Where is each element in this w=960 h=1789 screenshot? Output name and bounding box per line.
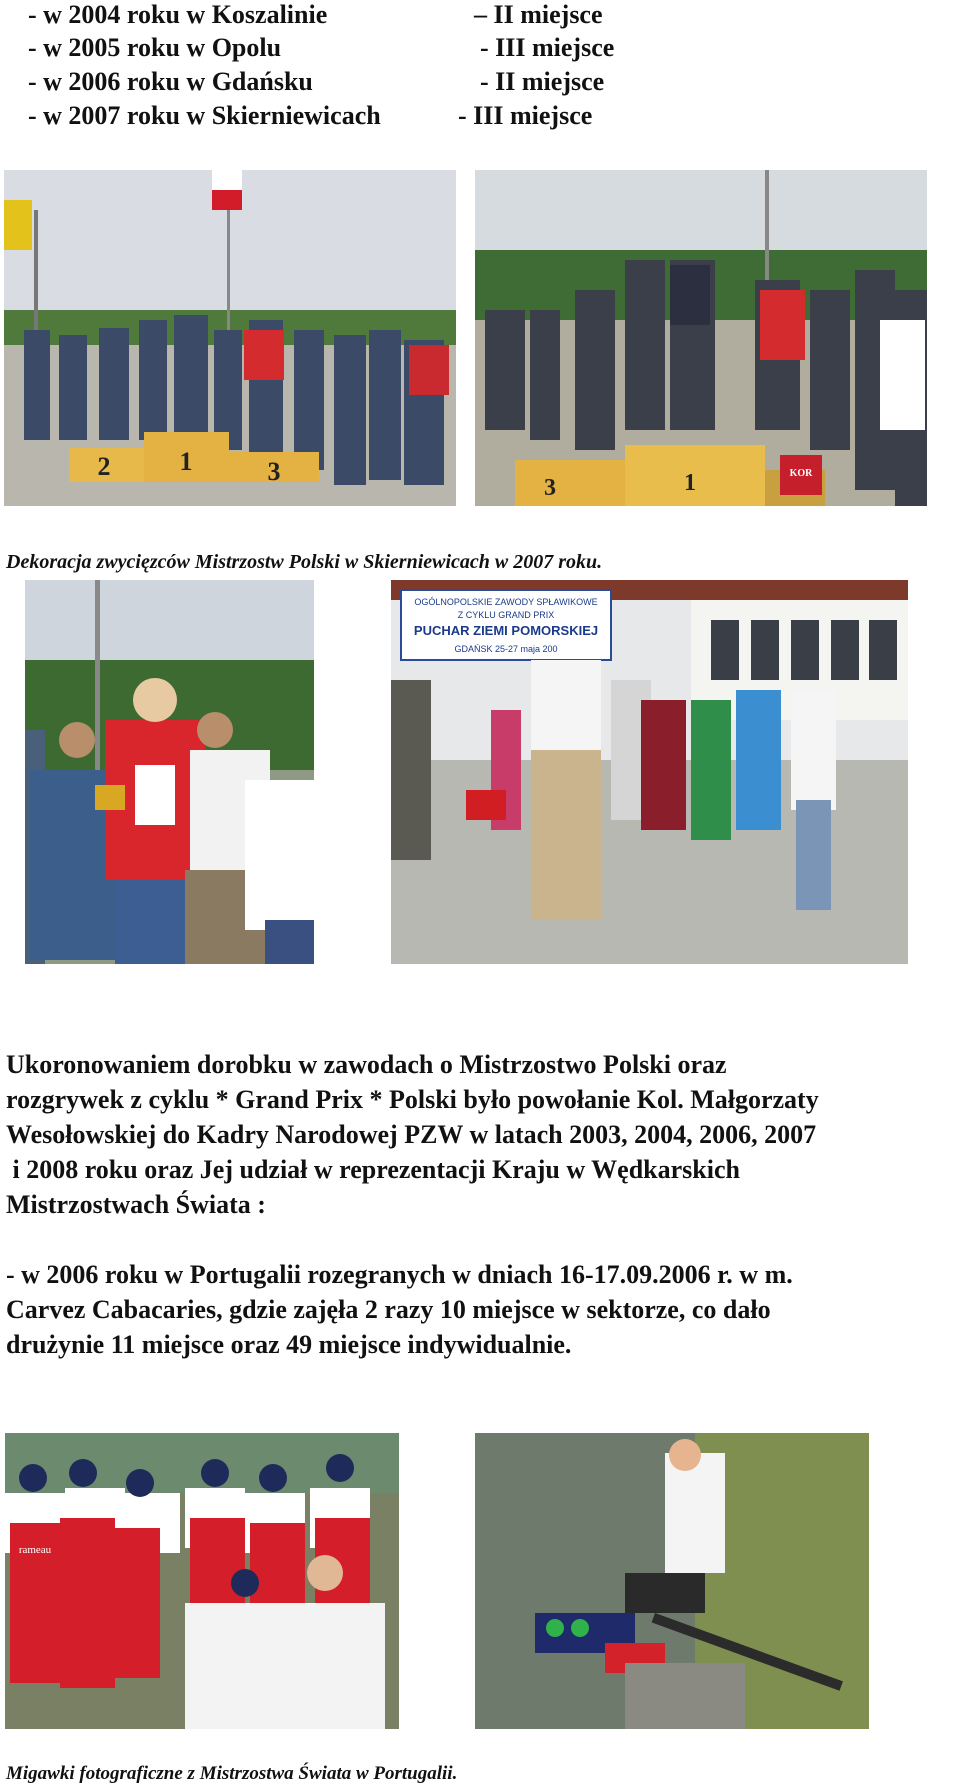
result-place: - w 2006 roku w Gdańsku (28, 67, 313, 96)
result-line (28, 0, 728, 34)
result-rank: - II miejsce (480, 67, 605, 96)
caption-podium: Dekoracja zwycięzców Mistrzostw Polski w Skierniewicach w 2007 roku. (6, 551, 603, 573)
paragraph-line: i 2008 roku oraz Jej udział w reprezentacji Kraju w Wędkarskich (6, 1155, 740, 1184)
angler-photo (475, 1433, 869, 1729)
banner-line2: Z CYKLU GRAND PRIX (457, 610, 555, 620)
result-place: - w 2007 roku w Skierniewicach (28, 101, 381, 130)
apron-label: rameau (18, 1544, 52, 1556)
paragraph-line: rozgrywek z cyklu * Grand Prix * Polski było powołanie Kol. Małgorzaty (6, 1085, 819, 1114)
banner-line3: PUCHAR ZIEMI POMORSKIEJ (413, 623, 599, 638)
ceremony-photo (391, 580, 908, 964)
result-line (28, 67, 728, 101)
podium-photo-right (475, 170, 927, 506)
result-place: - w 2004 roku w Koszalinie (28, 0, 328, 29)
podium-1-label: 1 (179, 447, 193, 476)
winner-photo (25, 580, 314, 964)
result-line (28, 33, 728, 67)
caption-portugal: Migawki fotograficzne z Mistrzostwa Świata w Portugalii. (6, 1763, 458, 1784)
paragraph-line: Ukoronowaniem dorobku w zawodach o Mistrzostwo Polski oraz (6, 1050, 727, 1079)
brand-label: KOR (789, 468, 813, 479)
team-photo (5, 1433, 399, 1729)
result-rank: – II miejsce (474, 0, 603, 29)
result-rank: - III miejsce (480, 33, 615, 62)
result-rank: - III miejsce (458, 101, 593, 130)
paragraph-portugal (6, 1257, 956, 1362)
banner-line1: OGÓLNOPOLSKIE ZAWODY SPŁAWIKOWE (414, 597, 598, 607)
paragraph-line: Carvez Cabacaries, gdzie zajęła 2 razy 10 miejsce w sektorze, co dało (6, 1295, 771, 1324)
banner-line4: GDAŃSK 25-27 maja 200 (454, 644, 558, 654)
paragraph-line: Mistrzostwach Świata : (6, 1190, 266, 1219)
paragraph-line: drużynie 11 miejsce oraz 49 miejsce indywidualnie. (6, 1330, 572, 1359)
results-list (28, 0, 728, 130)
podium-2-label: 2 (97, 452, 111, 481)
podium-1-label: 1 (684, 470, 696, 496)
paragraph-national-team (6, 1047, 956, 1222)
result-place: - w 2005 roku w Opolu (28, 33, 282, 62)
podium-photo-left (4, 170, 456, 506)
paragraph-line: - w 2006 roku w Portugalii rozegranych w dniach 16-17.09.2006 r. w m. (6, 1260, 793, 1289)
podium-3-label: 3 (267, 457, 281, 486)
paragraph-line: Wesołowskiej do Kadry Narodowej PZW w latach 2003, 2004, 2006, 2007 (6, 1120, 817, 1149)
result-line (28, 101, 728, 135)
podium-3-label: 3 (544, 475, 556, 501)
